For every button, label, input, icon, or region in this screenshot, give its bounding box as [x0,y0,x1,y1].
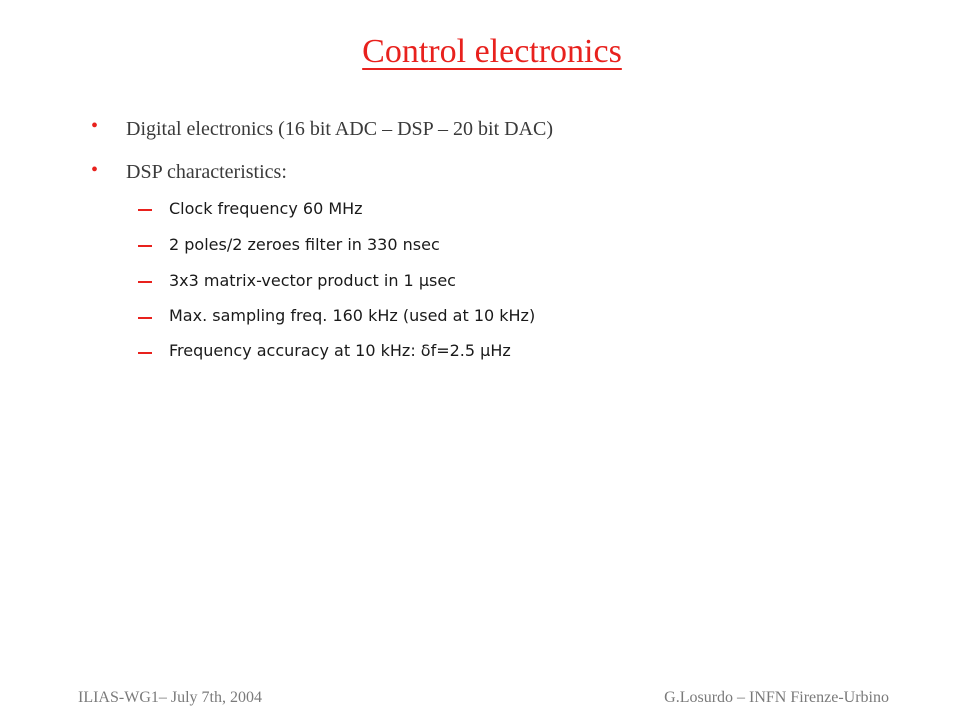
sub-item-filter: 2 poles/2 zeroes filter in 330 nsec [169,235,440,254]
sub-item-matrix-product: 3x3 matrix-vector product in 1 μsec [169,271,456,290]
bullet-item-dsp-characteristics: DSP characteristics: [126,161,287,183]
sub-item-dash [138,352,152,354]
sub-item-dash [138,317,152,319]
footer-event-date: ILIAS-WG1– July 7th, 2004 [78,689,262,706]
bullet-marker: • [91,115,99,137]
slide-title: Control electronics [362,33,622,70]
sub-item-dash [138,281,152,283]
footer-author: G.Losurdo – INFN Firenze-Urbino [664,689,889,706]
sub-item-sampling-freq: Max. sampling freq. 160 kHz (used at 10 kHz) [169,306,536,325]
sub-item-dash [138,209,152,211]
sub-item-clock-frequency: Clock frequency 60 MHz [169,199,363,218]
sub-item-dash [138,245,152,247]
bullet-item-digital-electronics: Digital electronics (16 bit ADC – DSP – 20 bit DAC) [126,118,554,140]
bullet-marker: • [91,159,99,181]
sub-item-frequency-accuracy: Frequency accuracy at 10 kHz: δf=2.5 μHz [169,341,511,360]
